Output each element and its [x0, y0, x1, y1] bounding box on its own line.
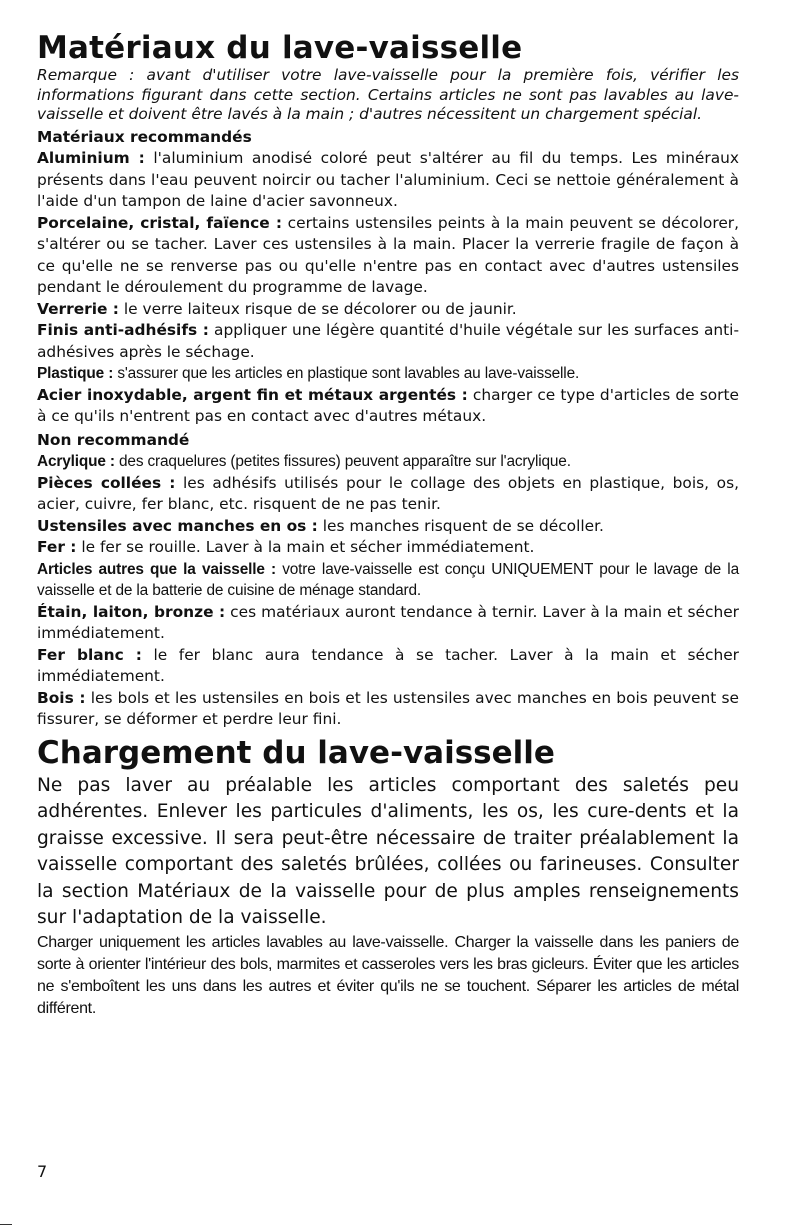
- item-label: Étain, laiton, bronze :: [37, 602, 226, 621]
- item-label: Plastique :: [37, 365, 114, 382]
- section-title-loading: Chargement du lave-vaisselle: [37, 734, 555, 771]
- item-text: certains ustensiles peints à la main peuvent se décolorer, s'altérer ou se tacher. Laver ces ustensiles à la main. Placer la verrerie fragile de façon à ce qu'elle ne se renverse pas ou qu'elle n'entre pas en contact avec d'autres ustensiles pendant le déroulement du programme de lavage.: [37, 213, 740, 296]
- recommended-heading: Matériaux recommandés: [37, 127, 252, 146]
- not-recommended-heading: Non recommandé: [37, 430, 190, 449]
- item-label: Fer :: [37, 538, 77, 556]
- item-label: Articles autres que la vaisselle :: [37, 560, 276, 578]
- material-item-glassware: [37, 299, 739, 321]
- item-text: le fer blanc aura tendance à se tacher. Laver à la main et sécher immédiatement.: [37, 645, 739, 685]
- material-item-nonstick: [37, 320, 739, 363]
- item-label: Pièces collées :: [37, 473, 176, 492]
- material-item-bone-handles: [37, 516, 739, 538]
- loading-body: Charger uniquement les articles lavables au lave-vaisselle. Charger la vaisselle dans les paniers de sorte à orienter l'intérieur des bols, marmites et casseroles vers les bras gicleurs. Éviter que les articles ne s'emboîtent les uns dans les autres et éviter qu'ils ne se touchent. Séparer les articles de métal différent.: [37, 933, 739, 1017]
- item-label: Verrerie :: [37, 299, 119, 318]
- loading-intro: Ne pas laver au préalable les articles comportant des saletés peu adhérentes. Enlever les particules d'aliments, les os, les cure-dents et la graisse excessive. Il sera peut-être nécessaire de traiter préalablement la vaisselle comportant des saletés brûlées, collées ou farineuses. Consulter la section Matériaux de la vaisselle pour de plus amples renseignements sur l'adaptation de la vaisselle.: [37, 774, 739, 928]
- material-item-porcelain: [37, 213, 739, 299]
- remark-note: Remarque : avant d'utiliser votre lave-vaisselle pour la première fois, vérifier les informations figurant dans cette section. Certains articles ne sont pas lavables au lave-vaisselle et doivent être lavés à la main ; d'autres nécessitent un chargement spécial.: [37, 66, 739, 123]
- item-label: Finis anti-adhésifs :: [37, 321, 209, 339]
- item-text: les adhésifs utilisés pour le collage des objets en plastique, bois, os, acier, cuivre, fer blanc, etc. risquent de ne pas tenir.: [37, 473, 739, 513]
- item-label: Fer blanc :: [37, 645, 142, 664]
- item-text: le verre laiteux risque de se décolorer ou de jaunir.: [118, 299, 517, 318]
- material-item-iron: [37, 537, 739, 559]
- item-label: Porcelaine, cristal, faïence :: [37, 213, 283, 232]
- item-text: charger ce type d'articles de sorte à ce qu'ils n'entrent pas en contact avec d'autres métaux.: [37, 385, 739, 425]
- material-item-non-dishware: [37, 559, 739, 602]
- item-label: Ustensiles avec manches en os :: [37, 516, 318, 535]
- page-number: 7: [37, 1162, 48, 1181]
- material-item-plastic: [37, 363, 739, 385]
- item-label: Acier inoxydable, argent fin et métaux argentés :: [37, 385, 468, 404]
- item-text: le fer se rouille. Laver à la main et sécher immédiatement.: [76, 538, 535, 556]
- page-content: [37, 30, 739, 1020]
- section-title-materials: Matériaux du lave-vaisselle: [37, 30, 523, 66]
- material-item-tin: [37, 645, 739, 688]
- material-item-aluminium: [37, 148, 739, 213]
- item-text: appliquer une légère quantité d'huile végétale sur les surfaces anti-adhésives après le séchage.: [37, 321, 740, 361]
- item-text: l'aluminium anodisé coloré peut s'altérer au fil du temps. Les minéraux présents dans l'eau peuvent noircir ou tacher l'aluminium. Ceci se nettoie généralement à l'aide d'un tampon de laine d'acier savonneux.: [37, 149, 739, 210]
- item-text: les manches risquent de se décoller.: [317, 516, 604, 535]
- item-label: Acrylique :: [37, 453, 115, 470]
- item-label: Aluminium :: [37, 149, 145, 167]
- material-item-pewter: [37, 602, 739, 645]
- item-text: votre lave-vaisselle est conçu UNIQUEMENT pour le lavage de la vaisselle et de la batterie de cuisine de ménage standard.: [37, 560, 739, 599]
- item-text: s'assurer que les articles en plastique sont lavables au lave-vaisselle.: [113, 365, 580, 382]
- item-text: ces matériaux auront tendance à ternir. Laver à la main et sécher immédiatement.: [37, 602, 739, 642]
- material-item-stainless: [37, 385, 739, 428]
- item-text: des craquelures (petites fissures) peuvent apparaître sur l'acrylique.: [114, 453, 571, 470]
- material-item-glued: [37, 473, 739, 516]
- item-text: les bols et les ustensiles en bois et les ustensiles avec manches en bois peuvent se fissurer, se déformer et perdre leur fini.: [37, 688, 739, 728]
- material-item-wood: [37, 688, 739, 731]
- material-item-acrylic: [37, 451, 739, 473]
- item-label: Bois :: [37, 688, 86, 707]
